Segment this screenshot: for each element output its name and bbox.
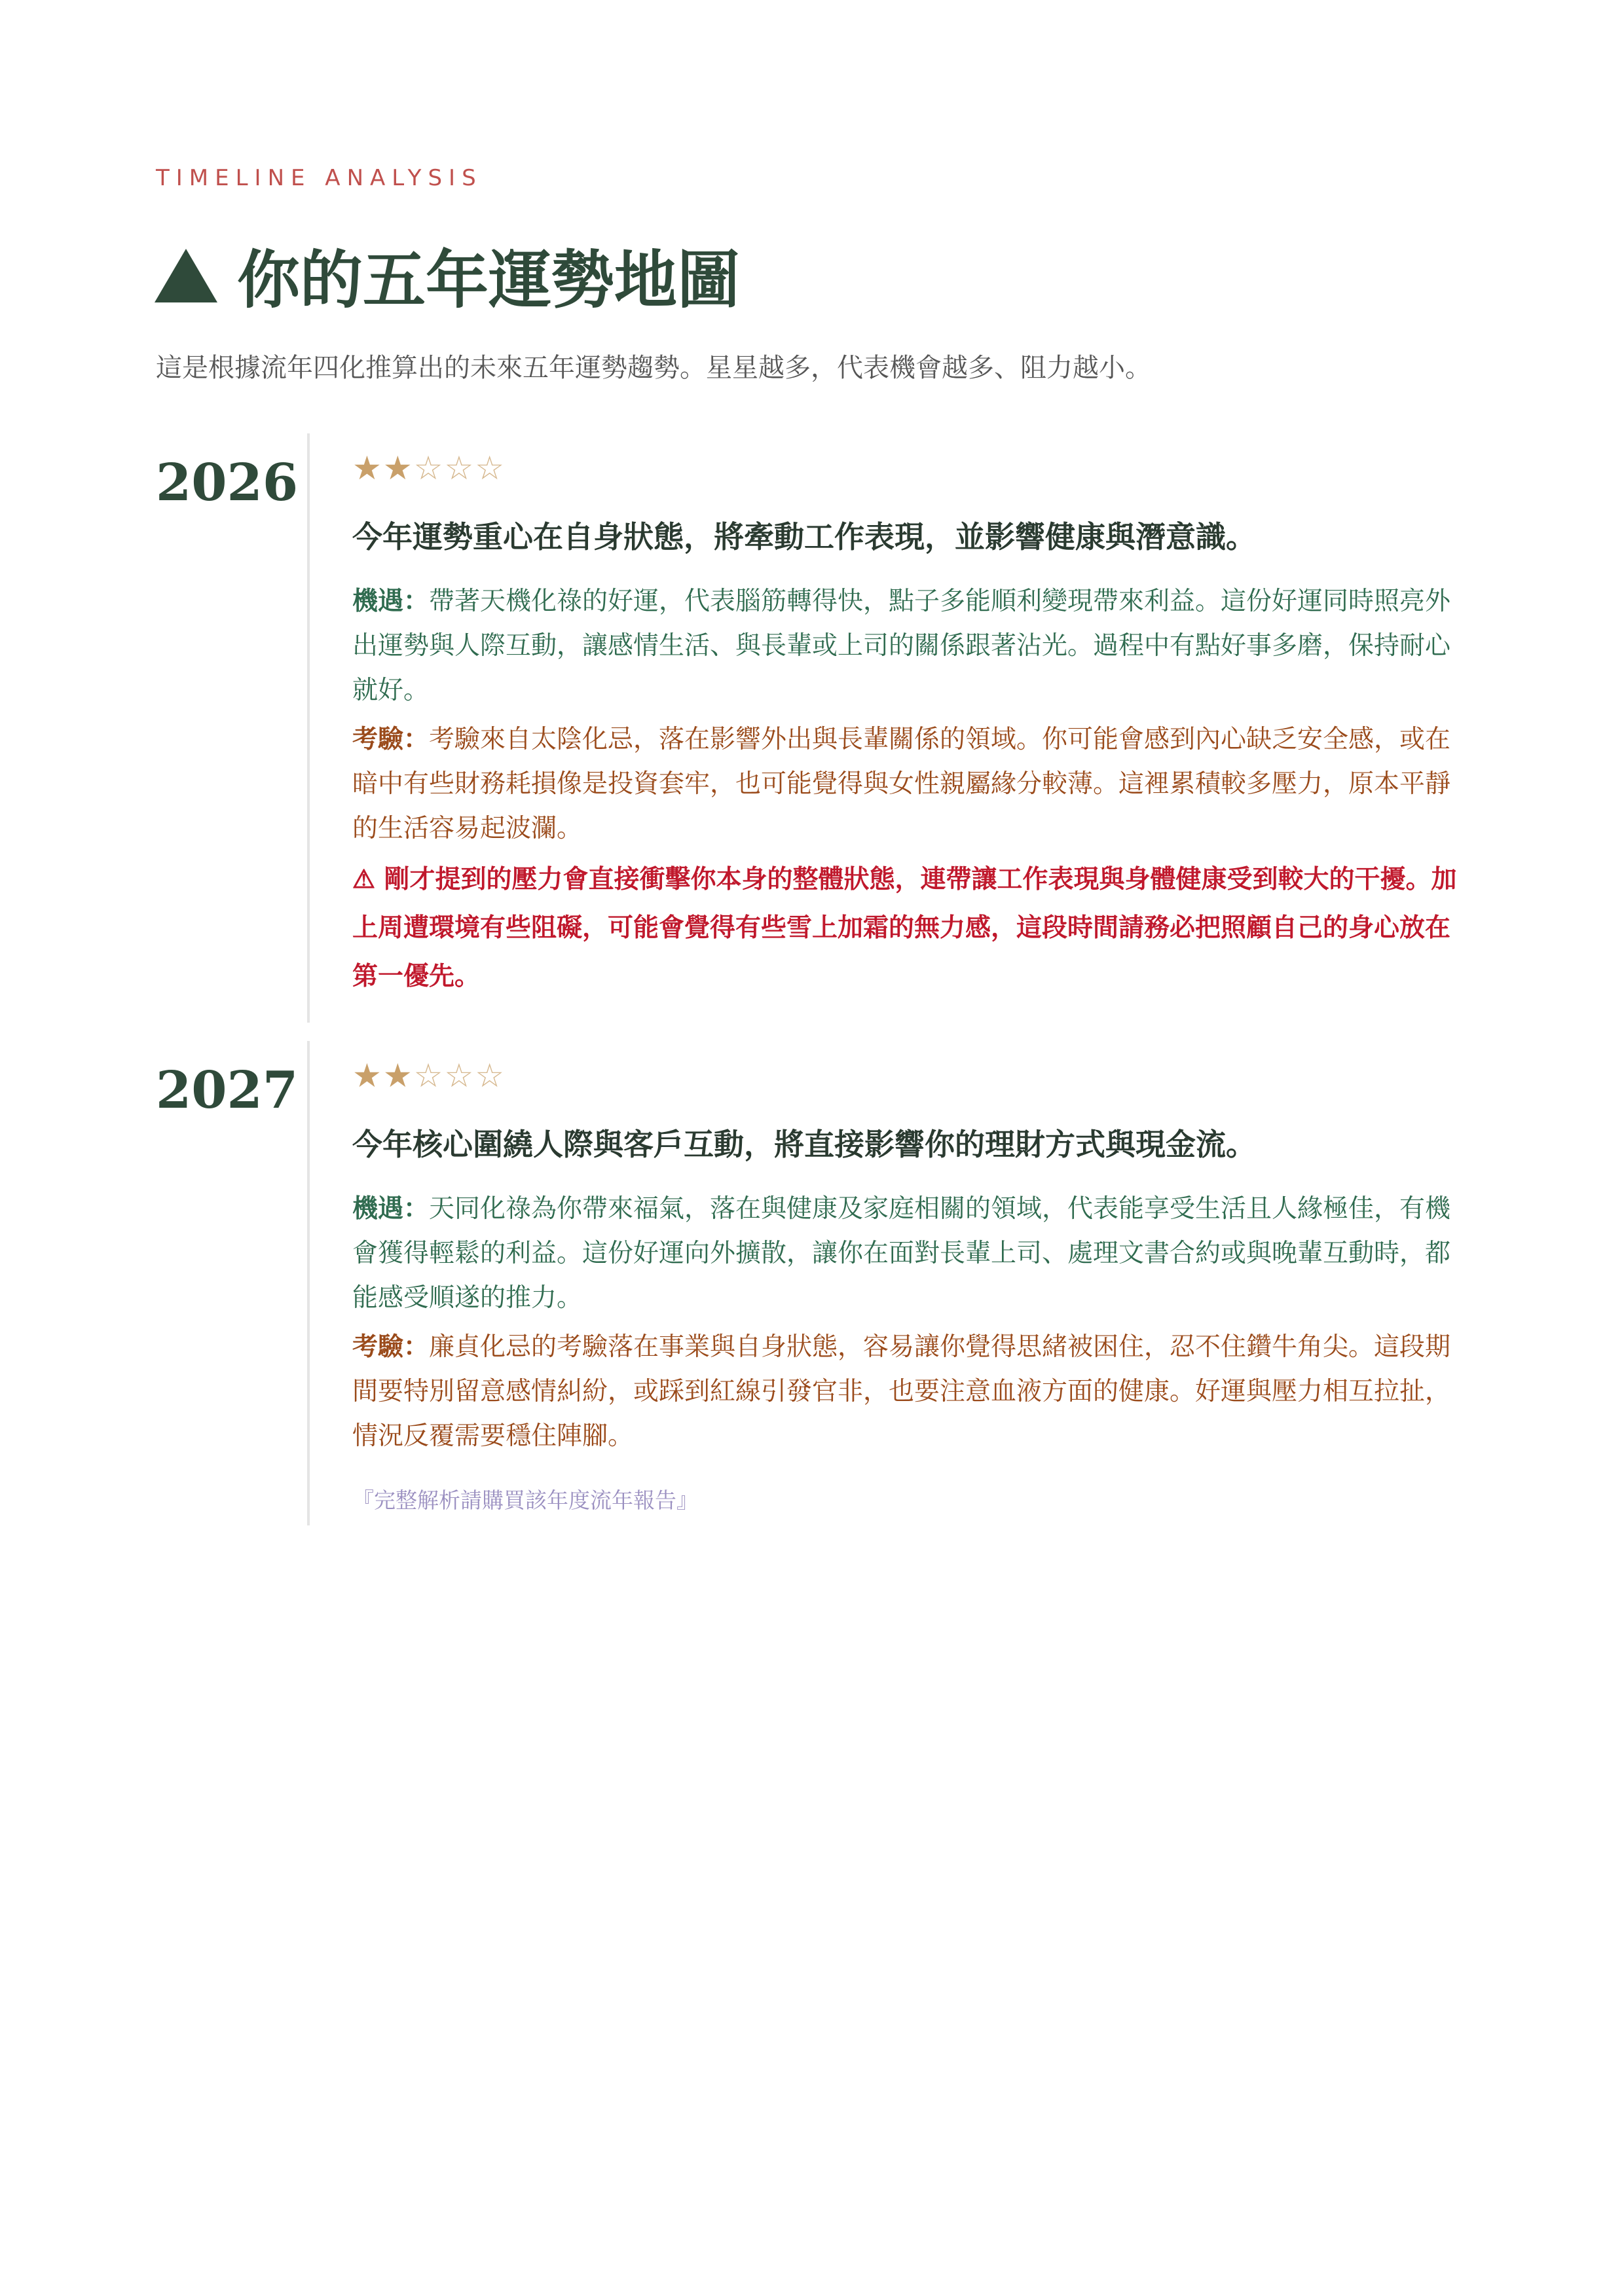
star-filled-icon: ★★ [352, 449, 414, 487]
test-label: 考驗： [352, 724, 430, 754]
page-title-text: 你的五年運勢地圖 [237, 243, 740, 317]
timeline-divider [307, 1041, 310, 1525]
timeline-entry-2027 [0, 1041, 1624, 1525]
timeline-entry-2026 [0, 433, 1624, 1023]
triangle-icon [155, 249, 217, 302]
test-paragraph [352, 1324, 1466, 1459]
opportunity-paragraph [352, 579, 1466, 713]
opportunity-label: 機遇： [352, 1194, 430, 1224]
entry-content [352, 449, 1466, 1000]
entry-headline: 今年核心圍繞人際與客戶互動，將直接影響你的理財方式與現金流。 [352, 1127, 1256, 1162]
entry-content [352, 1059, 1466, 1514]
test-text: 廉貞化忌的考驗落在事業與自身狀態，容易讓你覺得思緒被困住，忍不住鑽牛角尖。這段期間要特別留意感情糾紛，或踩到紅線引發官非，也要注意血液方面的健康。好運與壓力相互拉扯，情況反覆需要穩住陣腳。 [352, 1332, 1451, 1451]
year-label: 2026 [156, 453, 299, 513]
year-label: 2027 [156, 1061, 299, 1120]
test-paragraph [352, 717, 1466, 851]
page-title [155, 230, 740, 320]
section-eyebrow: TIMELINE ANALYSIS [156, 165, 483, 191]
star-empty-icon: ☆☆☆ [413, 449, 506, 487]
test-text: 考驗來自太陰化忌，落在影響外出與長輩關係的領域。你可能會感到內心缺乏安全感，或在暗中有些財務耗損像是投資套牢，也可能覺得與女性親屬緣分較薄。這裡累積較多壓力，原本平靜的生活容易起波瀾。 [352, 725, 1451, 843]
opportunity-paragraph [352, 1186, 1466, 1321]
opportunity-text: 天同化祿為你帶來福氣，落在與健康及家庭相關的領域，代表能享受生活且人緣極佳，有機會獲得輕鬆的利益。這份好運向外擴散，讓你在面對長輩上司、處理文書合約或與晚輩互動時，都能感受順遂的推力。 [352, 1194, 1451, 1313]
purchase-report-note[interactable]: 『完整解析請購買該年度流年報告』 [352, 1487, 698, 1513]
star-filled-icon: ★★ [352, 1057, 414, 1095]
star-rating [352, 449, 1466, 487]
timeline-divider [307, 433, 310, 1023]
warning-icon: ⚠ [352, 864, 375, 894]
star-empty-icon: ☆☆☆ [413, 1057, 506, 1095]
warning-text: 剛才提到的壓力會直接衝擊你本身的整體狀態，連帶讓工作表現與身體健康受到較大的干擾。加上周遭環境有些阻礙，可能會覺得有些雪上加霜的無力感，這段時間請務必把照顧自己的身心放在第一優先。 [352, 864, 1457, 991]
opportunity-text: 帶著天機化祿的好運，代表腦筋轉得快，點子多能順利變現帶來利益。這份好運同時照亮外出運勢與人際互動，讓感情生活、與長輩或上司的關係跟著沾光。過程中有點好事多磨，保持耐心就好。 [352, 587, 1451, 705]
opportunity-label: 機遇： [352, 586, 430, 616]
star-rating [352, 1057, 1466, 1095]
warning-paragraph [352, 855, 1466, 1000]
entry-headline: 今年運勢重心在自身狀態，將牽動工作表現，並影響健康與潛意識。 [352, 519, 1256, 555]
intro-text: 這是根據流年四化推算出的未來五年運勢趨勢。星星越多，代表機會越多、阻力越小。 [156, 353, 1151, 383]
test-label: 考驗： [352, 1332, 430, 1362]
